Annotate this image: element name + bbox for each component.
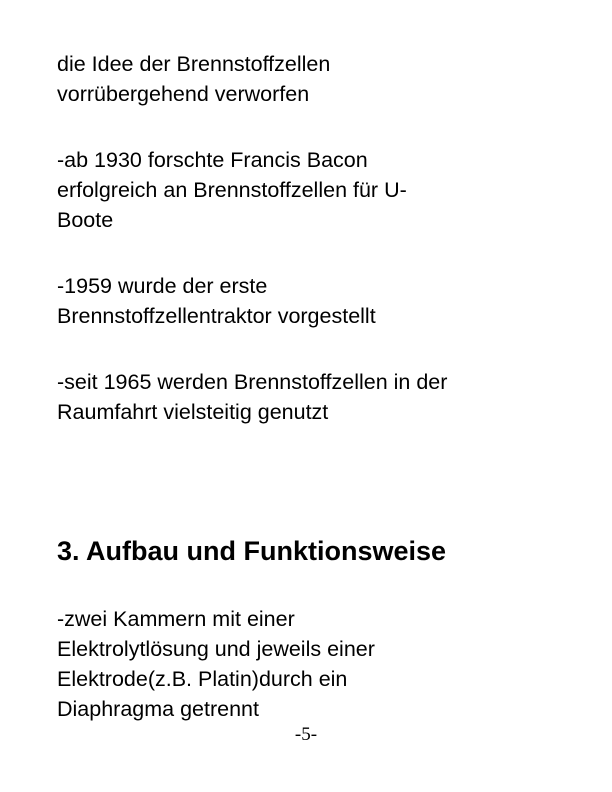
section-heading: 3. Aufbau und Funktionsweise	[57, 536, 447, 566]
text-line: Raumfahrt vielsteitig genutzt	[57, 400, 329, 424]
page-number: -5-	[294, 724, 318, 745]
paragraph-fuel-cell-tractor	[57, 271, 577, 331]
text-line: -ab 1930 forschte Francis Bacon	[57, 148, 368, 172]
text-line: -1959 wurde der erste	[57, 274, 268, 298]
text-line: Diaphragma getrennt	[57, 697, 259, 721]
paragraph-fuel-cell-idea	[57, 49, 577, 109]
text-line: die Idee der Brennstoffzellen	[57, 52, 331, 76]
text-line: -seit 1965 werden Brennstoffzellen in der	[57, 370, 448, 394]
text-line: Elektrolytlösung und jeweils einer	[57, 637, 375, 661]
paragraph-francis-bacon	[57, 145, 577, 235]
text-line: erfolgreich an Brennstoffzellen für U-	[57, 178, 407, 202]
paragraph-space-travel	[57, 367, 577, 427]
text-line: Elektrode(z.B. Platin)durch ein	[57, 667, 348, 691]
text-line: Brennstoffzellentraktor vorgestellt	[57, 304, 376, 328]
text-line: vorrübergehend verworfen	[57, 82, 310, 106]
paragraph-chambers	[57, 604, 577, 724]
text-line: -zwei Kammern mit einer	[57, 607, 295, 631]
text-line: Boote	[57, 208, 114, 232]
